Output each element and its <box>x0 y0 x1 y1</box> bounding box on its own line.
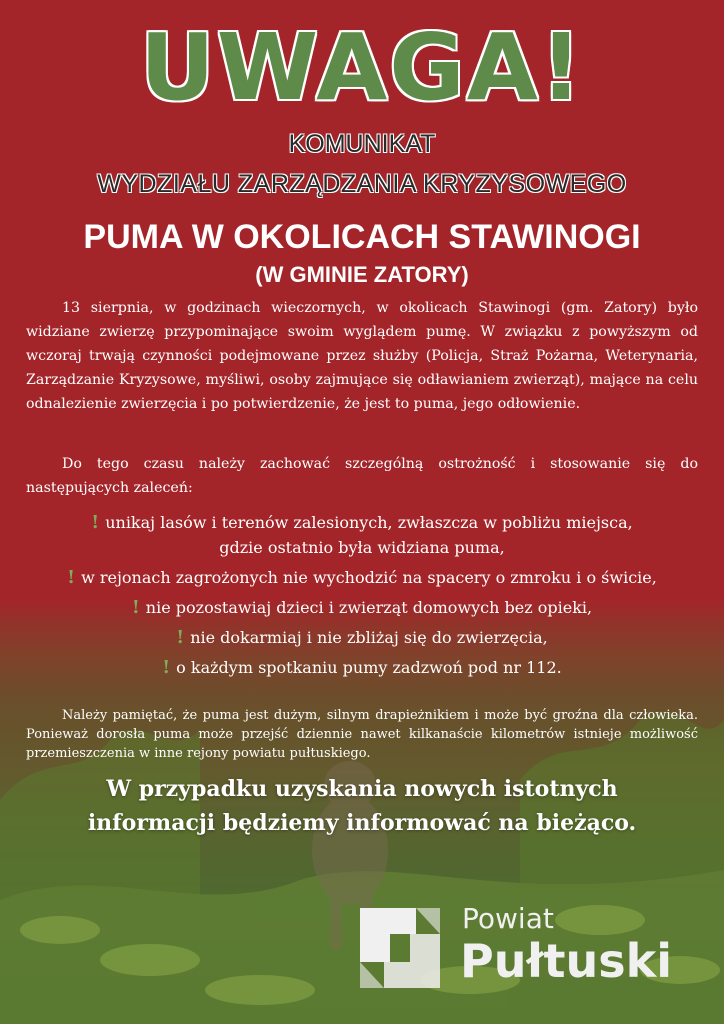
closing-line: W przypadku uzyskania nowych istotnych <box>106 776 618 802</box>
logo-text-powiat: Powiat <box>462 902 554 935</box>
closing-line: informacji będziemy informować na bieżąco. <box>87 810 637 836</box>
headline: PUMA W OKOLICACH STAWINOGI <box>83 218 641 256</box>
recommendation-item <box>0 510 724 560</box>
recommendation-text: w rejonach zagrożonych nie wychodzić na spacery o zmroku i o świcie, <box>81 568 657 587</box>
logo-text-pultuski: Pułtuski <box>460 934 673 988</box>
exclamation-icon: ! <box>162 657 171 678</box>
subheadline: (W GMINIE ZATORY) <box>255 262 469 287</box>
department-name: WYDZIAŁU ZARZĄDZANIA KRYZYSOWEGO <box>97 170 627 198</box>
recommendation-text: nie pozostawiaj dzieci i zwierząt domowych bez opieki, <box>145 598 593 617</box>
exclamation-icon: ! <box>176 627 185 648</box>
exclamation-icon: ! <box>67 567 76 588</box>
exclamation-icon: ! <box>131 597 140 618</box>
county-logo <box>356 900 696 996</box>
intro-paragraph: 13 sierpnia, w godzinach wieczornych, w okolicach Stawinogi (gm. Zatory) było widziane zwierzę przypominające swoim wyglądem pumę. W związku z powyższym od wczoraj trwają czynności podejmowane przez służby (Policja, Straż Pożarna, Weterynaria, Zarządzanie Kryzysowe, myśliwi, osoby zajmujące się odławianiem zwierząt), mające na celu odnalezienie zwierzęcia i po potwierdzenie, że jest to puma, jego odłowienie. <box>26 300 698 412</box>
recommendations-list <box>0 510 724 685</box>
recommendation-text: unikaj lasów i terenów zalesionych, zwłaszcza w pobliżu miejsca, <box>105 513 633 532</box>
recommendation-text: o każdym spotkaniu pumy zadzwoń pod nr 112. <box>176 658 562 677</box>
recommendation-item <box>0 565 724 590</box>
recommendation-text: nie dokarmiaj i nie zbliżaj się do zwierzęcia, <box>190 628 548 647</box>
closing-statement <box>0 772 724 840</box>
recommendation-item <box>0 595 724 620</box>
recommendation-text-continued: gdzie ostatnio była widziana puma, <box>219 538 505 557</box>
recommendation-item <box>0 625 724 650</box>
exclamation-icon: ! <box>91 512 100 533</box>
warning-title: UWAGA! <box>140 14 584 121</box>
county-logo-mark-icon <box>356 904 444 992</box>
recommendation-item <box>0 655 724 680</box>
warning-paragraph: Należy pamiętać, że puma jest dużym, silnym drapieżnikiem i może być groźna dla człowieka. Ponieważ dorosła puma może przejść dziennie nawet kilkanaście kilometrów istnieje możliwość przemieszczenia w inne rejony powiatu pułtuskiego. <box>26 708 698 761</box>
instructions-paragraph: Do tego czasu należy zachować szczególną ostrożność i stosowanie się do następujących zaleceń: <box>26 456 698 496</box>
announcement-label: KOMUNIKAT <box>288 130 436 158</box>
